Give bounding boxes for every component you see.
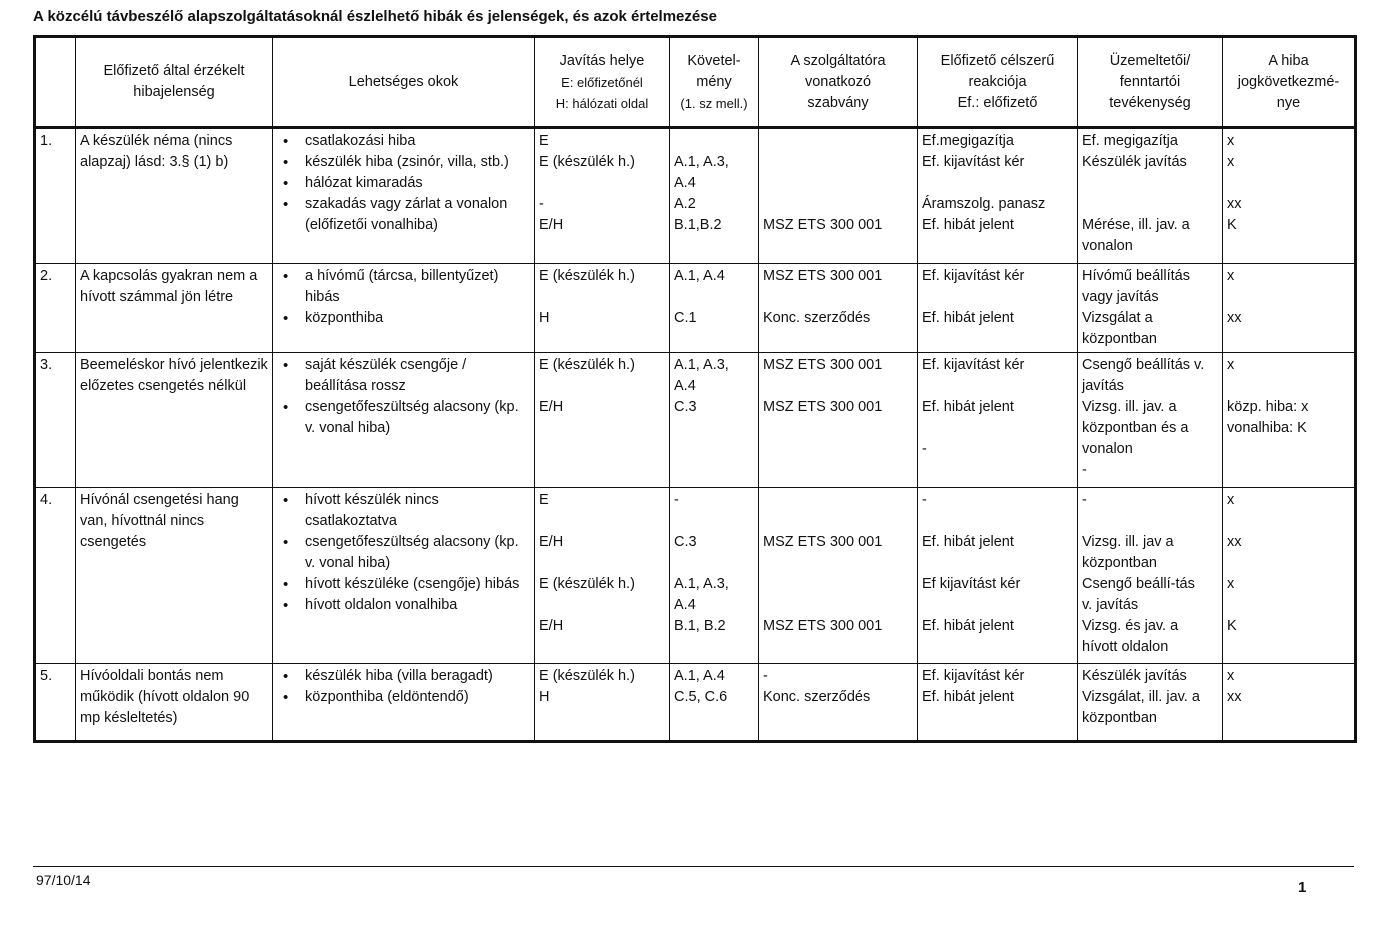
cell-value: [763, 574, 913, 595]
cell-value: Készülék javítás: [1082, 668, 1187, 684]
cell-value: x: [1227, 492, 1235, 508]
cell-value: Vizsg. ill. jav a: [1082, 534, 1174, 550]
cell-value: -: [1082, 462, 1087, 478]
header-line: Javítás helye: [559, 52, 645, 69]
cell-value: [539, 511, 665, 532]
reaction-cell: [918, 664, 1078, 742]
cell-value: [922, 287, 1073, 308]
cell-value: javítás: [1082, 378, 1124, 394]
cell-value: [1227, 553, 1350, 574]
causes-list: [277, 266, 530, 329]
cell-value: Ef. hibát jelent: [922, 217, 1014, 233]
standard-cell: [759, 353, 918, 488]
cell-value: Konc. szerződés: [763, 689, 871, 705]
causes-list: [277, 666, 530, 708]
header-line: tevékenység: [1109, 94, 1191, 111]
cell-value: E: [539, 492, 549, 508]
cell-value: Csengő beállí-tás: [1082, 576, 1195, 592]
cell-value: Konc. szerződés: [763, 310, 871, 326]
repair-place-cell: [535, 128, 670, 264]
header-line: vonatkozó: [804, 73, 872, 90]
cell-value: x: [1227, 668, 1235, 684]
cell-value: [763, 376, 913, 397]
requirement-cell: [670, 664, 759, 742]
cell-value: Készülék javítás: [1082, 154, 1187, 170]
cell-value: Ef. hibát jelent: [922, 399, 1014, 415]
header-line: Előfizető által érzékelt: [103, 63, 245, 79]
cell-value: x: [1227, 576, 1235, 592]
requirement-cell: [670, 128, 759, 264]
cell-value: C.3: [674, 399, 697, 415]
cause-item: • saját készülék csengője / beállítása rossz: [277, 355, 530, 397]
operator-cell: [1078, 488, 1223, 664]
cell-value: Vizsg. és jav. a: [1082, 618, 1179, 634]
cell-value: vonalhiba: K: [1227, 420, 1307, 436]
footer-date: 97/10/14: [36, 872, 91, 888]
header-line: Követel-: [687, 52, 741, 69]
cell-value: E: [539, 133, 549, 149]
cell-value: E (készülék h.): [539, 576, 635, 592]
cause-item: • hívott készüléke (csengője) hibás: [277, 574, 530, 595]
cell-value: K: [1227, 217, 1237, 233]
cell-value: B.1, B.2: [674, 618, 726, 634]
cell-value: [1227, 376, 1350, 397]
cell-value: [922, 553, 1073, 574]
cell-value: -: [1082, 492, 1087, 508]
symptom-cell: Hívóoldali bontás nem működik (hívott oldalon 90 mp késleltetés): [76, 664, 273, 742]
cause-item: • csengetőfeszültség alacsony (kp. v. vonal hiba): [277, 397, 530, 439]
cell-value: [763, 553, 913, 574]
cell-value: [674, 131, 754, 152]
cell-value: [539, 376, 665, 397]
cell-value: A.1, A.3,: [674, 576, 729, 592]
cell-value: [1227, 595, 1350, 616]
table-body: [35, 128, 1356, 742]
cell-value: [1227, 287, 1350, 308]
symptom-cell: Beemeléskor hívó jelentkezik előzetes csengetés nélkül: [76, 353, 273, 488]
causes-cell: [273, 664, 535, 742]
reaction-cell: [918, 264, 1078, 353]
header-symptom: [76, 37, 273, 128]
cell-value: Ef. hibát jelent: [922, 310, 1014, 326]
cell-value: [674, 511, 754, 532]
causes-cell: [273, 128, 535, 264]
cause-item: • csengetőfeszültség alacsony (kp. v. vonal hiba): [277, 532, 530, 574]
cell-value: [922, 595, 1073, 616]
header-line: Lehetséges okok: [348, 73, 459, 90]
cell-value: [674, 287, 754, 308]
header-line: jogkövetkezmé-: [1237, 73, 1340, 90]
operator-cell: [1078, 264, 1223, 353]
cell-value: x: [1227, 154, 1235, 170]
causes-cell: [273, 353, 535, 488]
symptom-cell: A kapcsolás gyakran nem a hívott számmal jön létre: [76, 264, 273, 353]
cause-item: • készülék hiba (zsinór, villa, stb.): [277, 152, 530, 173]
cell-value: [922, 511, 1073, 532]
standard-cell: [759, 264, 918, 353]
cause-item: • hálózat kimaradás: [277, 173, 530, 194]
cell-value: E (készülék h.): [539, 268, 635, 284]
cell-value: xx: [1227, 310, 1242, 326]
cell-value: Vizsg. ill. jav. a: [1082, 399, 1177, 415]
cell-value: [763, 152, 913, 173]
header-line: nye: [1276, 94, 1301, 111]
cell-value: A.1, A.4: [674, 268, 725, 284]
header-line: mény: [696, 73, 732, 90]
cell-value: [922, 173, 1073, 194]
cell-value: MSZ ETS 300 001: [763, 618, 883, 634]
header-standard: [759, 37, 918, 128]
cell-value: x: [1227, 133, 1235, 149]
cell-value: x: [1227, 357, 1235, 373]
cell-value: E (készülék h.): [539, 357, 635, 373]
repair-place-cell: [535, 488, 670, 664]
cell-value: [1082, 511, 1218, 532]
cell-value: vagy javítás: [1082, 289, 1159, 305]
cell-value: MSZ ETS 300 001: [763, 534, 883, 550]
cell-value: Áramszolg. panasz: [922, 196, 1046, 212]
row-number: 1.: [35, 128, 76, 264]
consequence-cell: [1223, 353, 1356, 488]
cell-value: A.4: [674, 175, 696, 191]
operator-cell: [1078, 353, 1223, 488]
table-row: [35, 488, 1356, 664]
cell-value: [1227, 511, 1350, 532]
header-repair-place: [535, 37, 670, 128]
table-row: [35, 664, 1356, 742]
standard-cell: [759, 128, 918, 264]
cell-value: A.1, A.3,: [674, 357, 729, 373]
cell-value: v. javítás: [1082, 597, 1139, 613]
header-line: A szolgáltatóra: [790, 52, 886, 69]
cell-value: közp. hiba: x: [1227, 399, 1309, 415]
standard-cell: [759, 488, 918, 664]
repair-place-cell: [535, 664, 670, 742]
cell-value: H: [539, 689, 550, 705]
cell-value: központban: [1082, 331, 1157, 347]
cell-value: MSZ ETS 300 001: [763, 268, 883, 284]
cell-value: -: [922, 492, 927, 508]
cell-value: A.1, A.4: [674, 668, 725, 684]
cell-value: xx: [1227, 689, 1242, 705]
cell-value: Csengő beállítás v.: [1082, 357, 1205, 373]
cell-value: Ef. hibát jelent: [922, 534, 1014, 550]
cell-value: MSZ ETS 300 001: [763, 217, 883, 233]
cell-value: Hívómű beállítás: [1082, 268, 1190, 284]
causes-list: [277, 131, 530, 236]
cell-value: [763, 287, 913, 308]
fault-table: [33, 35, 1357, 743]
reaction-cell: [918, 353, 1078, 488]
header-causes: [273, 37, 535, 128]
requirement-cell: [670, 353, 759, 488]
cell-value: H: [539, 310, 550, 326]
cell-value: K: [1227, 618, 1237, 634]
cell-value: Ef. hibát jelent: [922, 618, 1014, 634]
cell-value: xx: [1227, 534, 1242, 550]
cell-value: hívott oldalon: [1082, 639, 1169, 655]
cell-value: Ef.megigazítja: [922, 133, 1014, 149]
cell-value: -: [674, 492, 679, 508]
cause-item: • készülék hiba (villa beragadt): [277, 666, 530, 687]
row-number: 2.: [35, 264, 76, 353]
cell-value: [763, 173, 913, 194]
requirement-cell: [670, 488, 759, 664]
cell-value: -: [763, 668, 768, 684]
document-title: A közcélú távbeszélő alapszolgáltatásoknál észlelhető hibák és jelenségek, és azok értelmezése: [33, 8, 717, 25]
repair-place-cell: [535, 353, 670, 488]
header-line: E: előfizetőnél: [561, 74, 643, 90]
cell-value: [1082, 194, 1218, 215]
cell-value: [539, 595, 665, 616]
row-number: 5.: [35, 664, 76, 742]
repair-place-cell: [535, 264, 670, 353]
operator-cell: [1078, 664, 1223, 742]
cell-value: xx: [1227, 196, 1242, 212]
header-requirement: [670, 37, 759, 128]
header-line: (1. sz mell.): [680, 95, 748, 111]
cell-value: Mérése, ill. jav. a: [1082, 217, 1190, 233]
cell-value: x: [1227, 268, 1235, 284]
cell-value: [763, 194, 913, 215]
cell-value: Ef. kijavítást kér: [922, 668, 1025, 684]
header-line: fenntartói: [1119, 73, 1181, 90]
cell-value: [922, 376, 1073, 397]
cause-item: • a hívómű (tárcsa, billentyűzet) hibás: [277, 266, 530, 308]
cell-value: [763, 131, 913, 152]
cell-value: -: [539, 196, 544, 212]
cause-item: • hívott készülék nincs csatlakoztatva: [277, 490, 530, 532]
cell-value: vonalon: [1082, 238, 1133, 254]
cell-value: vonalon: [1082, 441, 1133, 457]
cell-value: központban: [1082, 555, 1157, 571]
header-row: [35, 37, 1356, 128]
header-line: hibajelenség: [133, 84, 215, 100]
cause-item: • központhiba (eldöntendő): [277, 687, 530, 708]
cell-value: Ef. hibát jelent: [922, 689, 1014, 705]
cell-value: Vizsgálat, ill. jav. a: [1082, 689, 1200, 705]
cell-value: Vizsgálat a: [1082, 310, 1153, 326]
cell-value: C.3: [674, 534, 697, 550]
cell-value: A.2: [674, 196, 696, 212]
cell-value: Ef. kijavítást kér: [922, 357, 1025, 373]
header-reaction: [918, 37, 1078, 128]
header-operator: [1078, 37, 1223, 128]
causes-list: [277, 490, 530, 616]
cell-value: E/H: [539, 618, 564, 634]
cell-value: MSZ ETS 300 001: [763, 399, 883, 415]
cell-value: C.1: [674, 310, 697, 326]
consequence-cell: [1223, 128, 1356, 264]
cause-item: • csatlakozási hiba: [277, 131, 530, 152]
header-line: Ef.: előfizető: [957, 94, 1038, 111]
cell-value: A.1, A.3,: [674, 154, 729, 170]
consequence-cell: [1223, 664, 1356, 742]
cause-item: • hívott oldalon vonalhiba: [277, 595, 530, 616]
header-num: [35, 37, 76, 128]
cell-value: B.1,B.2: [674, 217, 722, 233]
operator-cell: [1078, 128, 1223, 264]
reaction-cell: [918, 488, 1078, 664]
cell-value: [1227, 173, 1350, 194]
header-line: reakciója: [968, 73, 1027, 90]
header-line: A hiba: [1268, 52, 1309, 69]
cell-value: Ef. kijavítást kér: [922, 154, 1025, 170]
standard-cell: [759, 664, 918, 742]
cell-value: E (készülék h.): [539, 154, 635, 170]
cell-value: [539, 553, 665, 574]
table-row: [35, 264, 1356, 353]
table-row: [35, 353, 1356, 488]
symptom-cell: Hívónál csengetési hang van, hívottnál nincs csengetés: [76, 488, 273, 664]
cell-value: E (készülék h.): [539, 668, 635, 684]
symptom-cell: A készülék néma (nincs alapzaj) lásd: 3.§ (1) b): [76, 128, 273, 264]
cell-value: [539, 287, 665, 308]
page-number: 1: [1298, 879, 1307, 896]
cell-value: [922, 418, 1073, 439]
cell-value: MSZ ETS 300 001: [763, 357, 883, 373]
cell-value: [674, 553, 754, 574]
cell-value: [1082, 173, 1218, 194]
cell-value: -: [922, 441, 927, 457]
header-line: H: hálózati oldal: [555, 95, 649, 111]
cell-value: E/H: [539, 534, 564, 550]
consequence-cell: [1223, 488, 1356, 664]
cause-item: • központhiba: [277, 308, 530, 329]
table-row: [35, 128, 1356, 264]
header-line: Előfizető célszerű: [940, 52, 1055, 69]
row-number: 3.: [35, 353, 76, 488]
cell-value: központban és a: [1082, 420, 1189, 436]
cell-value: [763, 490, 913, 511]
cause-item: • szakadás vagy zárlat a vonalon (előfizetői vonalhiba): [277, 194, 530, 236]
cell-value: Ef. kijavítást kér: [922, 268, 1025, 284]
cell-value: E/H: [539, 399, 564, 415]
causes-list: [277, 355, 530, 439]
cell-value: Ef kijavítást kér: [922, 576, 1021, 592]
row-number: 4.: [35, 488, 76, 664]
consequence-cell: [1223, 264, 1356, 353]
cell-value: A.4: [674, 378, 696, 394]
cell-value: központban: [1082, 710, 1157, 726]
causes-cell: [273, 264, 535, 353]
cell-value: C.5, C.6: [674, 689, 728, 705]
header-line: Üzemeltetői/: [1109, 52, 1191, 69]
cell-value: A.4: [674, 597, 696, 613]
cell-value: Ef. megigazítja: [1082, 133, 1178, 149]
requirement-cell: [670, 264, 759, 353]
reaction-cell: [918, 128, 1078, 264]
cell-value: [763, 511, 913, 532]
cell-value: [763, 595, 913, 616]
cell-value: E/H: [539, 217, 564, 233]
header-line: szabvány: [807, 94, 869, 111]
causes-cell: [273, 488, 535, 664]
cell-value: [539, 173, 665, 194]
header-consequence: [1223, 37, 1356, 128]
footer-divider: [33, 866, 1354, 867]
